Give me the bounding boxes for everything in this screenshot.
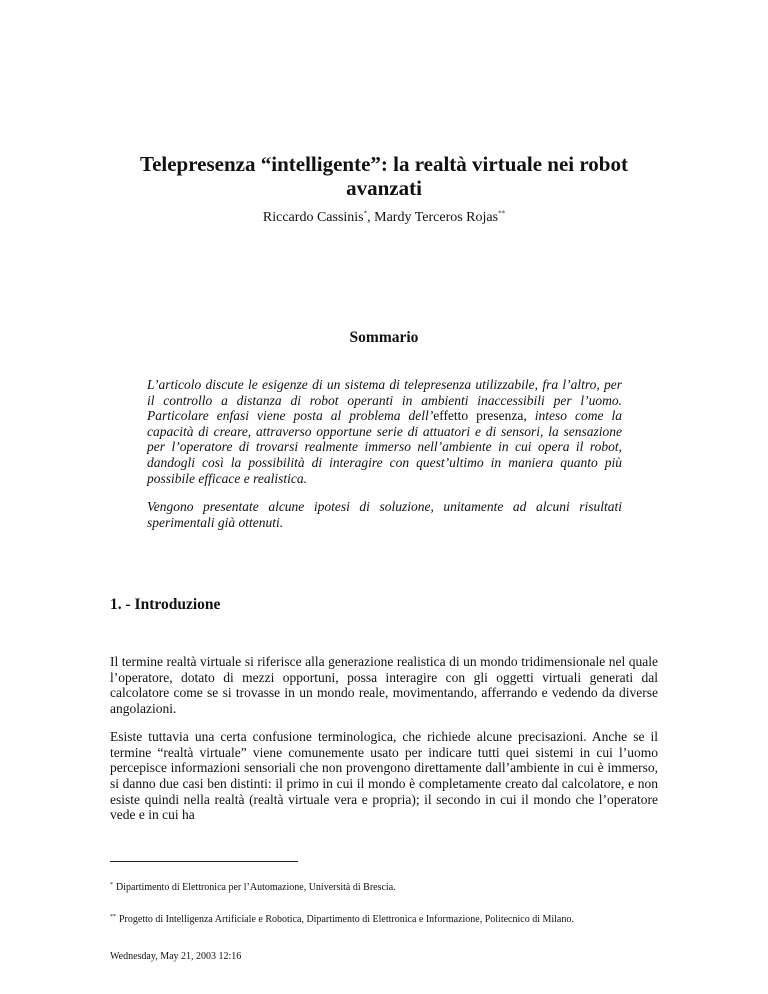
paper-title: Telepresenza “intelligente”: la realtà virtuale nei robot avanzati (140, 152, 628, 200)
author-line (110, 209, 658, 227)
footnote-text: Progetto di Intelligenza Artificiale e Robotica, Dipartimento di Elettronica e Informazione, Politecnico di Milano. (119, 914, 574, 925)
author-affiliation-mark: ** (498, 209, 506, 218)
abstract-text: inteso come la capacità di creare, attraverso opportune serie di attuatori e di sensori, la sensazione per l’operatore di trovarsi realmente immerso nell’ambiente in cui opera il robot, dandogli così la possibilità di interagire con quest’ultimo in maniera quanto più possibile efficace e realistica. (147, 408, 623, 486)
abstract-text: L’articolo discute le esigenze di un sistema di telepresenza utilizzabile, fra l’altro, per il controllo a distanza di robot operanti in ambienti inaccessibili per l’uomo. Particolare enfasi viene posta al problema dell’ (147, 377, 622, 424)
abstract (147, 377, 622, 543)
abstract-paragraph: Vengono presentate alcune ipotesi di soluzione, unitamente ad alcuni risultati sperimentali già ottenuti. (147, 499, 622, 530)
abstract-paragraph (147, 377, 622, 486)
abstract-emphasis: effetto presenza, (433, 408, 527, 424)
abstract-heading: Sommario (349, 329, 419, 346)
footnote (110, 881, 670, 894)
section-heading: 1. - Introduzione (110, 596, 221, 613)
author-name: Riccardo Cassinis (262, 210, 364, 225)
footnote-text: Dipartimento di Elettronica per l’Automazione, Università di Brescia. (116, 882, 396, 893)
footnote-divider (110, 861, 298, 862)
footnote (110, 913, 670, 926)
section-body (110, 654, 658, 835)
footnote-mark: ** (110, 913, 116, 920)
body-paragraph: Il termine realtà virtuale si riferisce alla generazione realistica di un mondo tridimensionale nel quale l’operatore, dotato di mezzi opportuni, possa interagire con gli oggetti virtuali generati dal calcolatore come se si trovasse in un mondo reale, movimentando, afferrando e vedendo da diverse angolazioni. (110, 654, 658, 717)
author-affiliation-mark: * (363, 209, 368, 218)
author-name: Mardy Terceros Rojas (374, 210, 499, 225)
page-footer-date: Wednesday, May 21, 2003 12:16 (110, 951, 242, 962)
author-separator: , (367, 210, 375, 225)
footnote-mark: * (110, 881, 113, 888)
body-paragraph: Esiste tuttavia una certa confusione terminologica, che richiede alcune precisazioni. Anche se il termine “realtà virtuale” viene comunemente usato per indicare tutti quei sistemi in cui l’uomo percepisce informazioni sensoriali che non provengono direttamente dall’ambiente in cui è immerso, si danno due casi ben distinti: il primo in cui il mondo è completamente creato dal calcolatore, e non esiste quindi nella realtà (realtà virtuale vera e propria); il secondo in cui il mondo che l’operatore vede e in cui ha (110, 728, 658, 823)
